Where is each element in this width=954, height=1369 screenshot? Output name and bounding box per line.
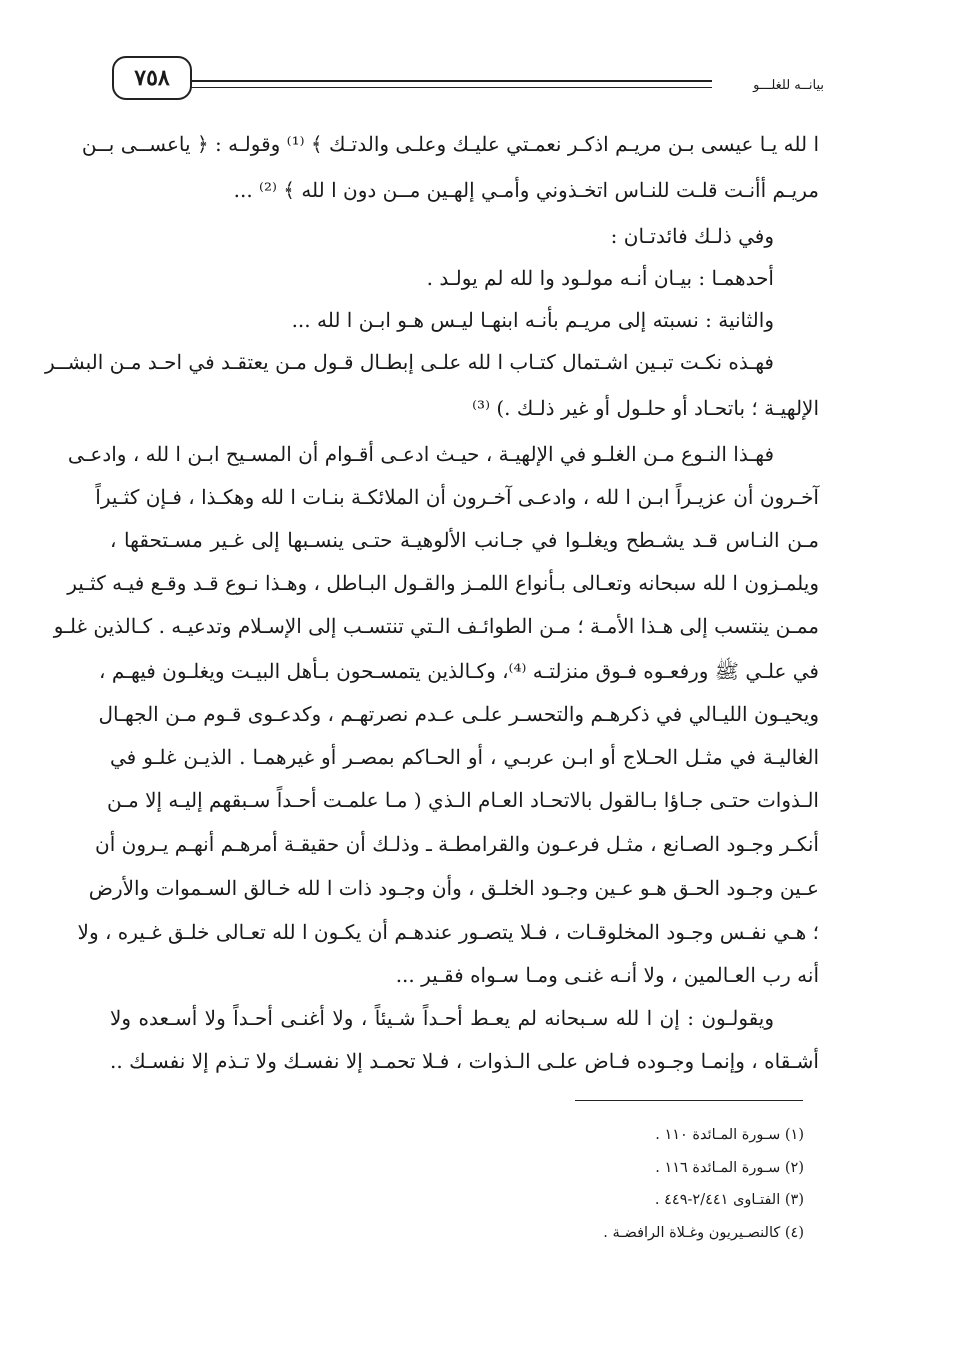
header-rule — [190, 80, 712, 82]
text-line: أحدهمـا : بيـان أنـه مولـود وا لله لم يولـد . — [426, 266, 774, 290]
text-line: أنكـر وجـود الصـانع ، مثـل فرعـون والقرامطـة ـ وذلـك أن حقيقـة أمرهـم أنهـم يـرون أن — [95, 832, 819, 856]
text-line: مـن النـاس قـد يشـطح ويغلـوا في جـانب الألوهيـة حتـى ينسـبها إلى غـير مسـتحقها ، — [110, 528, 819, 552]
footnote: (٣) الفتـاوى ٢/٤٤١-٤٤٩ . — [654, 1192, 804, 1208]
footnote-divider — [575, 1100, 803, 1101]
footnote: (٤) كالنصـيريون وغـلاة الرافضـة . — [603, 1225, 804, 1241]
text-line: الغاليـة في مثـل الحـلاج أو ابـن عربـي ، أو الحـاكم بمصـر أو غيرهمـا . الذيـن غلـو في — [110, 745, 819, 769]
text-line: أشـقاه ، وإنمـا وجـوده فـاض علـى الـذوات ، فـلا تحمـد إلا نفسـك ولا تـذم إلا نفسـك .. — [110, 1049, 819, 1073]
header-rule-thin — [190, 87, 712, 88]
running-title: بيانــه للغلـــو — [753, 78, 824, 93]
text-line: ؛ هـي نفـس وجـود المخلوقـات ، فـلا يتصـور عندهـم أن يكـون ا لله تعـالى خلـق غـيره ، ولا — [77, 920, 819, 944]
text-line: الإلهيـة ؛ باتحـاد أو حلـول أو غير ذلـك .) ⁽³⁾ — [472, 396, 819, 420]
text-line: ممـن ينتسب إلى هـذا الأمـة ؛ مـن الطوائـف الـتي تنتسـب إلى الإسـلام وتدعيـه . كـالذين غلـو — [53, 614, 819, 638]
text-line: ا لله يـا عيسى بـن مريـم اذكـر نعمـتي عليـك وعلـى والدتـك ﴾ ⁽¹⁾ وقولـه : ﴿ ياعســى بــن — [81, 132, 819, 156]
text-line: فهـذه نكـت تبـين اشـتمال كتـاب ا لله علـى إبطـال قـول مـن يعتقـد في احـد مـن البشــر — [44, 350, 774, 374]
text-line: أنه رب العـالمين ، ولا أنـه غنـى ومـا سـواه فقـير ... — [395, 963, 819, 987]
text-line: آخـرون أن عزيـراً ابـن ا لله ، وادعـى آخـرون أن الملائكـة بنـات ا لله وهكـذا ، فـإن كثـيراً — [95, 485, 819, 509]
text-line: والثانية : نسبته إلى مريـم بأنـه ابنهـا ليـس هـو ابـن ا لله ... — [291, 308, 774, 332]
text-line: ويلمـزون ا لله سبحانه وتعـالى بـأنواع اللمـز والقـول البـاطل ، وهـذا نـوع قـد وقـع فيـه كثـير — [67, 571, 819, 595]
footnote: (١) سـورة المـائدة ١١٠ . — [655, 1127, 804, 1143]
text-line: وفي ذلـك فائدتـان : — [610, 224, 774, 248]
text-line: ويقولـون : إن ا لله سـبحانه لم يعـط أحـداً شـيئاً ، ولا أغنـى أحـداً ولا أسـعده ولا — [110, 1006, 774, 1030]
text-line: عـين وجـود الحـق هـو عـين وجـود الخلـق ، وأن وجـود ذات ا لله خـالق السـموات والأرض — [88, 876, 819, 900]
text-line: مريـم أأنـت قلـت للنـاس اتخـذوني وأمـي إلهـين مــن دون ا لله ﴾ ⁽²⁾ ... — [233, 178, 819, 202]
text-line: ويحيـون الليـالي في ذكرهـم والتحسـر علـى عـدم نصرتهـم ، وكدعـوى قـوم مـن الجهـال — [98, 702, 819, 726]
footnote: (٢) سـورة المـائدة ١١٦ . — [655, 1160, 804, 1176]
text-line: في علـي ﷺ ورفعـوه فـوق منزلتـه ⁽⁴⁾، وكـالذين يتمسـحون بـأهل البيـت ويغلـون فيهـم ، — [99, 659, 819, 683]
page-number: ٧٥٨ — [112, 56, 192, 100]
text-line: فهـذا النـوع مـن الغلـو في الإلهيـة ، حيـث ادعـى أقـوام أن المسـيح ابـن ا لله ، وادعـى — [67, 442, 774, 466]
text-line: الـذوات حتـى جـاؤا بـالقول بالاتحـاد العـام الـذي ( مـا علمـت أحـداً سـبقهم إليـه إلا مـن — [106, 788, 819, 812]
